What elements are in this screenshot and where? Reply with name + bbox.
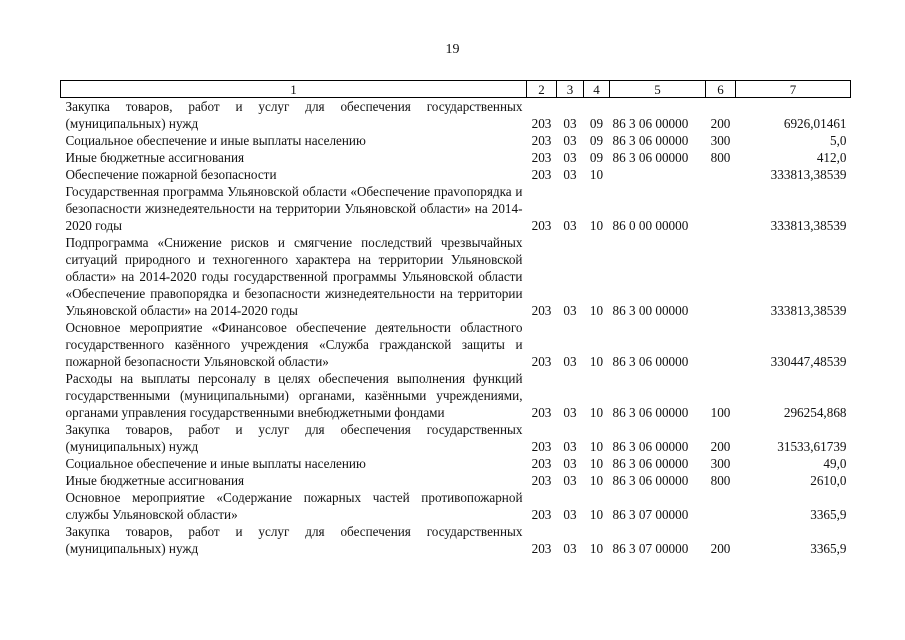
- expense-type-code: 200: [710, 541, 731, 556]
- ministry-code: 203: [531, 218, 552, 233]
- row-name: Расходы на выплаты персоналу в целях обеспечения выполнения функций государственными (муниципальными) органами, казёнными учреждениями, органами управления государственными внебюджетными фондами: [65, 371, 523, 420]
- row-name: Иные бюджетные ассигнования: [65, 473, 245, 488]
- amount: 2610,0: [810, 473, 847, 488]
- expense-type-code: [706, 234, 736, 319]
- target-article-code: 86 3 06 00000: [612, 473, 689, 488]
- expense-type-code: 200: [710, 439, 731, 454]
- expense-type-code: 800: [710, 150, 731, 165]
- amount: 31533,61739: [777, 439, 847, 454]
- subsection-code: 10: [589, 405, 604, 420]
- ministry-code: 203: [531, 439, 552, 454]
- ministry-code: 203: [531, 150, 552, 165]
- table-row: [61, 166, 851, 183]
- target-article-code: 86 3 06 00000: [612, 354, 689, 369]
- section-code: 03: [563, 456, 577, 471]
- amount: 49,0: [823, 456, 847, 471]
- row-name: Иные бюджетные ассигнования: [65, 150, 245, 165]
- row-name: Социальное обеспечение и иные выплаты населению: [65, 456, 366, 471]
- row-name: Закупка товаров, работ и услуг для обеспечения государственных (муниципальных) нужд: [65, 99, 523, 131]
- expense-type-code: [706, 166, 736, 183]
- amount: 412,0: [816, 150, 847, 165]
- header-row: [61, 81, 851, 98]
- target-article-code: 86 3 06 00000: [612, 116, 689, 131]
- target-article-code: 86 3 06 00000: [612, 133, 689, 148]
- amount: 333813,38539: [770, 218, 847, 233]
- target-article-code: 86 3 07 00000: [612, 541, 689, 556]
- amount: 3365,9: [810, 541, 847, 556]
- ministry-code: 203: [531, 167, 552, 182]
- amount: 330447,48539: [770, 354, 847, 369]
- subsection-code: 10: [589, 303, 604, 318]
- section-code: 03: [563, 150, 577, 165]
- subsection-code: 10: [589, 218, 604, 233]
- expense-type-code: [706, 489, 736, 523]
- column-header: 3: [557, 81, 584, 98]
- target-article-code: [610, 166, 706, 183]
- budget-table: [60, 80, 851, 557]
- subsection-code: 10: [589, 167, 604, 182]
- row-name: Социальное обеспечение и иные выплаты населению: [65, 133, 366, 148]
- section-code: 03: [563, 541, 577, 556]
- table-row: [61, 370, 851, 421]
- row-name: Закупка товаров, работ и услуг для обеспечения государственных (муниципальных) нужд: [65, 524, 523, 556]
- expense-type-code: 200: [710, 116, 731, 131]
- amount: 296254,868: [783, 405, 847, 420]
- table-row: [61, 98, 851, 133]
- target-article-code: 86 0 00 00000: [612, 218, 689, 233]
- table-row: [61, 234, 851, 319]
- table-row: [61, 523, 851, 557]
- column-header: 4: [584, 81, 610, 98]
- expense-type-code: 800: [710, 473, 731, 488]
- ministry-code: 203: [531, 354, 552, 369]
- target-article-code: 86 3 00 00000: [612, 303, 689, 318]
- row-name: Обеспечение пожарной безопасности: [65, 167, 277, 182]
- subsection-code: 10: [589, 541, 604, 556]
- ministry-code: 203: [531, 473, 552, 488]
- section-code: 03: [563, 303, 577, 318]
- amount: 6926,01461: [783, 116, 847, 131]
- target-article-code: 86 3 06 00000: [612, 405, 689, 420]
- target-article-code: 86 3 07 00000: [612, 507, 689, 522]
- ministry-code: 203: [531, 541, 552, 556]
- expense-type-code: [706, 183, 736, 234]
- section-code: 03: [563, 354, 577, 369]
- target-article-code: 86 3 06 00000: [612, 456, 689, 471]
- section-code: 03: [563, 439, 577, 454]
- subsection-code: 10: [589, 354, 604, 369]
- subsection-code: 10: [589, 439, 604, 454]
- expense-type-code: 300: [710, 456, 731, 471]
- subsection-code: 10: [589, 507, 604, 522]
- row-name: Государственная программа Ульяновской области «Обеспечение праvопорядка и безопасности жизнедеятельности на территории Ульяновской области» на 2014-2020 годы: [65, 184, 523, 233]
- subsection-code: 09: [589, 116, 604, 131]
- ministry-code: 203: [531, 116, 552, 131]
- page-number: 19: [445, 42, 460, 57]
- table-row: [61, 132, 851, 149]
- column-header: 2: [527, 81, 557, 98]
- target-article-code: 86 3 06 00000: [612, 439, 689, 454]
- ministry-code: 203: [531, 133, 552, 148]
- ministry-code: 203: [531, 456, 552, 471]
- column-header: 6: [706, 81, 736, 98]
- row-name: Подпрограмма «Снижение рисков и смягчение последствий чрезвычайных ситуаций природного и техногенного характера на территории Ульяновской области» на 2014-2020 годы государственной программы Ульяновской области «Обеспечение правопорядка и безопасности жизнедеятельности на территории Ульяновской области» на 2014-2020 годы: [65, 235, 523, 318]
- section-code: 03: [563, 507, 577, 522]
- row-name: Основное мероприятие «Финансовое обеспечение деятельности областного государственного казённого учреждения «Служба гражданской защиты и пожарной безопасности Ульяновской области»: [65, 320, 523, 369]
- expense-type-code: [706, 319, 736, 370]
- table-row: [61, 455, 851, 472]
- table-row: [61, 149, 851, 166]
- subsection-code: 09: [589, 133, 604, 148]
- section-code: 03: [563, 116, 577, 131]
- amount: 3365,9: [810, 507, 847, 522]
- section-code: 03: [563, 133, 577, 148]
- subsection-code: 09: [589, 150, 604, 165]
- target-article-code: 86 3 06 00000: [612, 150, 689, 165]
- ministry-code: 203: [531, 405, 552, 420]
- subsection-code: 10: [589, 473, 604, 488]
- section-code: 03: [563, 218, 577, 233]
- table-row: [61, 489, 851, 523]
- ministry-code: 203: [531, 303, 552, 318]
- amount: 333813,38539: [770, 303, 847, 318]
- expense-type-code: 300: [710, 133, 731, 148]
- column-header: 7: [736, 81, 851, 98]
- table-row: [61, 421, 851, 455]
- expense-type-code: 100: [710, 405, 731, 420]
- section-code: 03: [563, 405, 577, 420]
- column-header: 5: [610, 81, 706, 98]
- section-code: 03: [563, 167, 577, 182]
- column-header: 1: [61, 81, 527, 98]
- row-name: Закупка товаров, работ и услуг для обеспечения государственных (муниципальных) нужд: [65, 422, 523, 454]
- table-row: [61, 319, 851, 370]
- subsection-code: 10: [589, 456, 604, 471]
- row-name: Основное мероприятие «Содержание пожарных частей противопожарной службы Ульяновской области»: [65, 490, 523, 522]
- section-code: 03: [563, 473, 577, 488]
- table-row: [61, 472, 851, 489]
- table-row: [61, 183, 851, 234]
- ministry-code: 203: [531, 507, 552, 522]
- amount: 5,0: [830, 133, 847, 148]
- amount: 333813,38539: [770, 167, 847, 182]
